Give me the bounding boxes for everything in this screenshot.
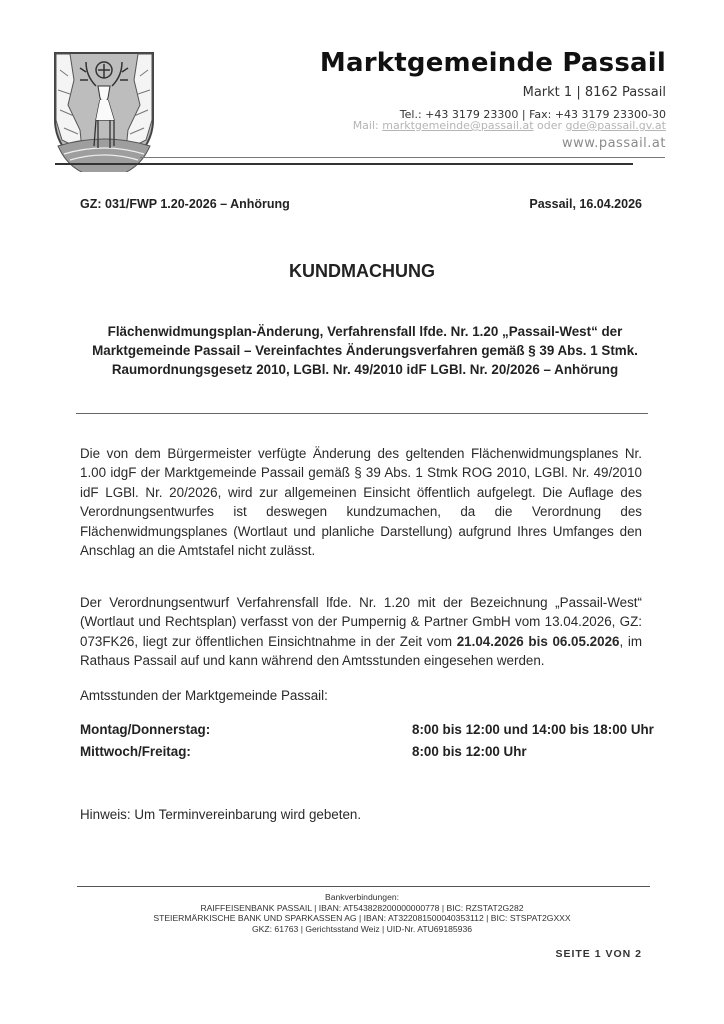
phone-fax: Tel.: +43 3179 23300 | Fax: +43 3179 23300-30 <box>399 108 666 121</box>
office-hours-days: Montag/Donnerstag: <box>80 722 211 737</box>
place-date: Passail, 16.04.2026 <box>529 197 642 211</box>
page-number: SEITE 1 VON 2 <box>555 948 642 960</box>
office-hours-heading: Amtsstunden der Marktgemeinde Passail: <box>80 688 328 703</box>
paragraph-2 <box>80 593 642 671</box>
mail-line <box>353 119 666 132</box>
bank-line-2: STEIERMÄRKISCHE BANK UND SPARKASSEN AG | IBAN: AT322081500040353112 | BIC: STSPAT2GXXX <box>153 913 571 924</box>
reference-number: GZ: 031/FWP 1.20-2026 – Anhörung <box>80 197 290 211</box>
bank-line-1: RAIFFEISENBANK PASSAIL | IBAN: AT543828200000000778 | BIC: RZSTAT2G282 <box>200 902 524 913</box>
appointment-note: Hinweis: Um Terminvereinbarung wird gebeten. <box>80 807 362 822</box>
footer-divider <box>77 886 650 887</box>
header-divider-thick <box>55 163 633 165</box>
paragraph-2-text-end: , im Rathaus Passail auf und kann während den Amtsstunden eingesehen werden. <box>80 633 642 669</box>
website-link[interactable]: www.passail.at <box>562 136 666 151</box>
footer <box>0 892 724 934</box>
mail-label: Mail: <box>352 119 379 132</box>
organization-address: Markt 1 | 8162 Passail <box>522 85 666 100</box>
document-title: KUNDMACHUNG <box>289 261 435 281</box>
mail-link-primary[interactable]: marktgemeinde@passail.at <box>382 119 534 132</box>
organization-name: Marktgemeinde Passail <box>319 48 666 78</box>
mail-connector: oder <box>537 119 563 132</box>
coat-of-arms-icon <box>52 50 156 172</box>
inspection-period: 21.04.2026 bis 06.05.2026 <box>456 633 620 649</box>
subject-divider <box>76 413 648 414</box>
document-subject: Flächenwidmungsplan-Änderung, Verfahrensfall lfde. Nr. 1.20 „Passail-West“ der Marktgemeinde Passail – Vereinfachtes Änderungsverfahren gemäß § 39 Abs. 1 Stmk. Raumordnungsgesetz 2010, LGBl. Nr. 49/2010 idF LGBl. Nr. 20/2026 – Anhörung <box>92 324 638 377</box>
bank-heading: Bankverbindungen: <box>324 892 400 902</box>
office-hours-time: 8:00 bis 12:00 Uhr <box>412 744 527 759</box>
paragraph-1: Die von dem Bürgermeister verfügte Änderung des geltenden Flächenwidmungsplanes Nr. 1.00 idgF der Marktgemeinde Passail gemäß § 39 Abs. 1 Stmk ROG 2010, LGBl. Nr. 49/2010 idF LGBl. Nr. 20/2026, wird zur allgemeinen Einsicht öffentlich aufgelegt. Die Auflage des Verordnungsentwurfes ist deswegen kundzumachen, da die Verordnung des Flächenwidmungsplanes (Wortlaut und planliche Darstellung) aufgrund Ihres Umfanges den Anschlag an die Amtstafel nicht zulässt. <box>80 446 642 559</box>
office-hours-time: 8:00 bis 12:00 und 14:00 bis 18:00 Uhr <box>412 722 654 737</box>
paragraph-2-text: Der Verordnungsentwurf Verfahrensfall lfde. Nr. 1.20 mit der Bezeichnung „Passail-West“ (Wortlaut und Rechtsplan) verfasst von der Pumpernig & Partner GmbH vom 13.04.2026, GZ: 073FK26, liegt zur öffentlichen Einsichtnahme in der Zeit vom <box>80 595 642 649</box>
header-divider-thin <box>140 157 665 158</box>
mail-link-secondary[interactable]: gde@passail.gv.at <box>565 119 666 132</box>
registry-ids: GKZ: 61763 | Gerichtsstand Weiz | UID-Nr. ATU69185936 <box>251 923 473 934</box>
office-hours-days: Mittwoch/Freitag: <box>80 744 191 759</box>
